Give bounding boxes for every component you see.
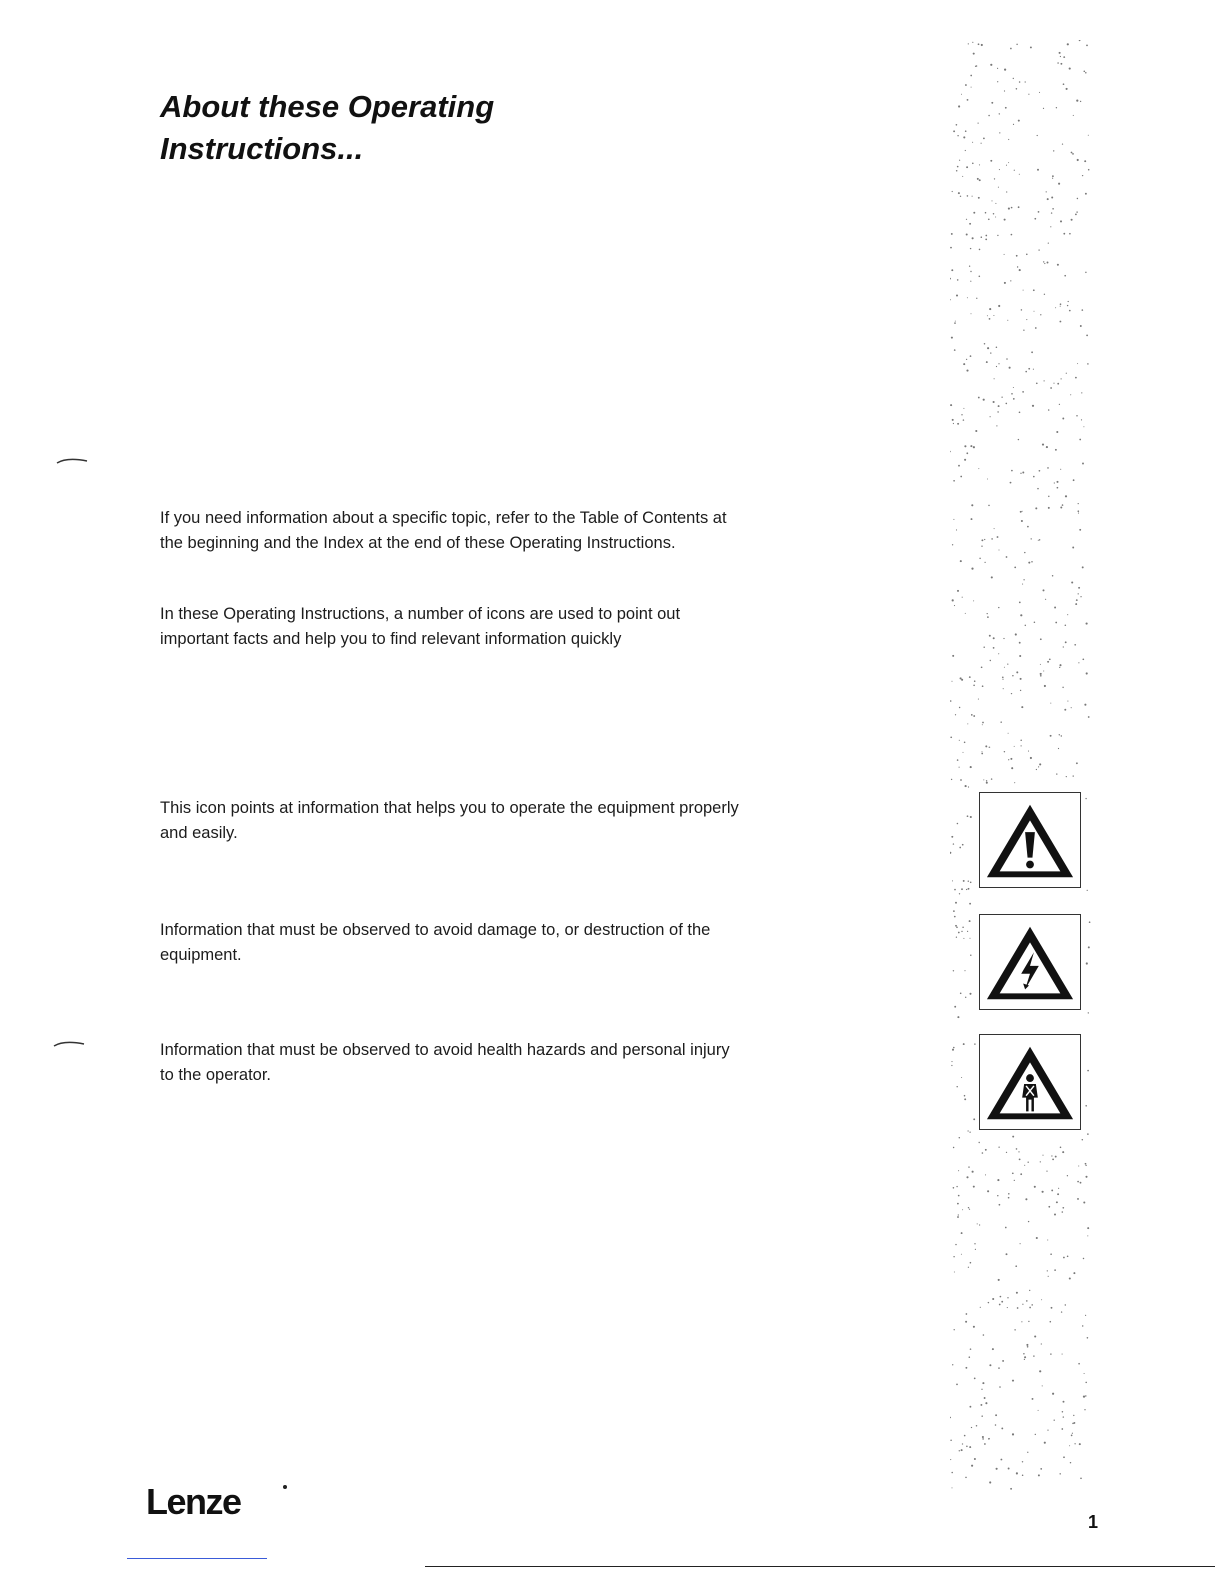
bottom-rule-left [127,1558,267,1559]
page-number: 1 [1088,1512,1099,1532]
icon-description-electrical: Information that must be observed to avoid damage to, or destruction of the equipment. [160,921,711,964]
icon-description-exclamation: This icon points at information that helps you to operate the equipment properly and easily. [160,799,739,842]
title-line-1: About these Operating [160,89,495,124]
page-title [160,86,494,170]
margin-mark-bottom [52,1038,92,1052]
intro-paragraph-2: In these Operating Instructions, a number of icons are used to point out important facts and help you to find relevant information quickly [160,605,681,648]
margin-mark-top [55,455,95,469]
scan-speckle-pattern [950,40,1100,1490]
logo-mark-dot [283,1485,287,1489]
intro-paragraph-1: If you need information about a specific topic, refer to the Table of Contents at the beginning and the Index at the end of these Operating Instructions. [160,509,727,552]
bottom-rule-right [425,1566,1215,1567]
lenze-logo: Lenze [146,1481,241,1522]
icon-description-injury: Information that must be observed to avoid health hazards and personal injury to the operator. [160,1041,730,1084]
title-line-2: Instructions... [160,131,364,166]
